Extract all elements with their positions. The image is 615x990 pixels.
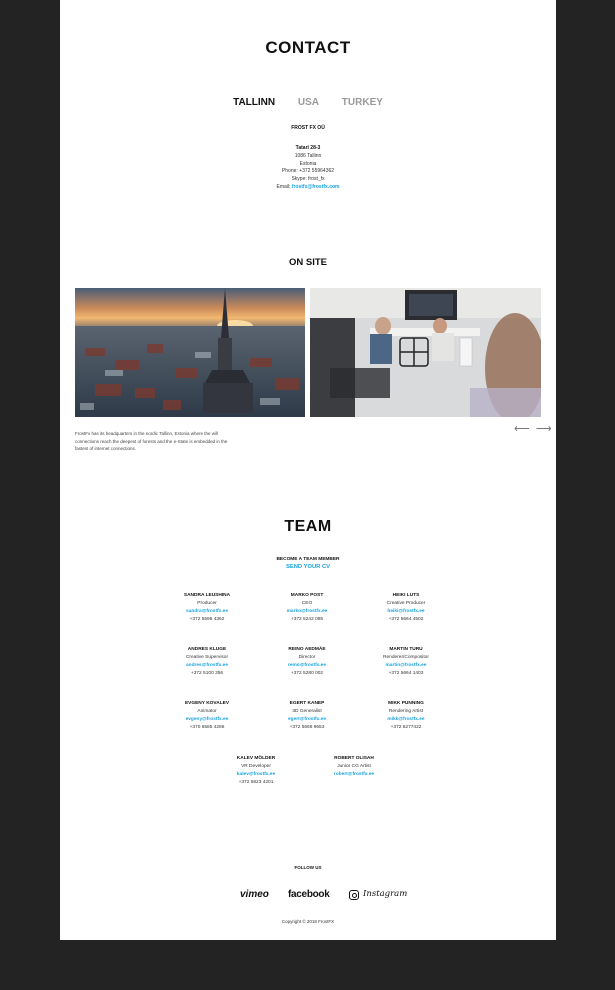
page [60, 0, 556, 940]
team-member [294, 755, 414, 779]
facebook-logo[interactable]: facebook [288, 889, 330, 900]
company-name: FROST FX OÜ [291, 125, 325, 131]
member-phone: +372 5280 002 [290, 671, 324, 676]
member-name: EVGENY KOVALEV [184, 701, 230, 706]
contact-email-link[interactable]: frostfx@frostfx.com [291, 183, 340, 190]
instagram-label: Instagram [363, 889, 408, 899]
instagram-link[interactable] [349, 889, 429, 901]
instagram-icon [349, 890, 359, 900]
office-image [310, 288, 541, 417]
office-photo [310, 288, 541, 417]
member-role: Creative Supervisor [185, 655, 229, 660]
member-email[interactable]: robert@frostfx.ee [333, 772, 375, 777]
member-role: Director [298, 655, 316, 660]
member-name: REINO AEDMÄE [288, 647, 326, 652]
member-email[interactable]: martin@frostfx.ee [385, 663, 427, 668]
member-phone: +372 5242 095 [290, 617, 324, 622]
member-name: HEIKI LUTS [392, 593, 420, 598]
member-phone: +372 5664 4502 [388, 617, 424, 622]
onsite-title: ON SITE [288, 257, 327, 268]
tab-turkey[interactable]: TURKEY [341, 97, 383, 108]
address-skype: Skype: frost_fx [291, 176, 325, 183]
send-cv-link[interactable]: SEND YOUR CV [285, 564, 331, 570]
tallinn-city-photo [75, 288, 305, 417]
office-tabs [60, 97, 556, 108]
address-email-row [60, 184, 556, 192]
tallinn-city-image [75, 288, 305, 417]
member-email[interactable]: sandra@frostfx.ee [185, 609, 228, 614]
team-member [346, 592, 466, 624]
copyright: Copyright © 2018 FrostFX [281, 919, 335, 924]
team-title: TEAM [284, 518, 332, 535]
member-name: KALEV MÖLDER [236, 756, 276, 761]
member-role: Creative Producer [386, 601, 426, 606]
member-name: EGERT KANEP [289, 701, 325, 706]
member-role: 3D Generalist [292, 709, 322, 714]
member-name: MARKO POST [290, 593, 324, 598]
onsite-description: FrostFx has its headquarters in the nordic Tallinn, Estonia where the will connections reach the deepest of forests and the e-State is embedded in the fastest of internet connections. [75, 431, 228, 452]
member-phone: +372 5277422 [390, 725, 422, 730]
address-block [60, 145, 556, 192]
become-member-label: BECOME A TEAM MEMBER [276, 557, 340, 562]
contact-title: CONTACT [265, 38, 351, 57]
member-role: Junior CG Artist [337, 764, 371, 769]
member-email[interactable]: egert@frostfx.ee [287, 717, 326, 722]
member-phone: +372 5664 1403 [388, 671, 424, 676]
address-country: Estonia [299, 160, 317, 167]
member-name: ANDRES KLUGE [187, 647, 227, 652]
team-member [346, 646, 466, 678]
member-name: ROBERT OLISAH [334, 756, 374, 761]
member-role: Animator [197, 709, 217, 714]
follow-us-label: FOLLOW US [294, 865, 322, 870]
address-city: 1086 Tallinn [294, 152, 322, 159]
member-email[interactable]: mikk@frostfx.ee [387, 717, 425, 722]
vimeo-logo[interactable]: vimeo [240, 889, 269, 900]
member-email[interactable]: marko@frostfx.ee [286, 609, 328, 614]
address-phone: Phone: +372 55964362 [281, 168, 335, 175]
member-role: Rendering Artist [388, 709, 424, 714]
member-role: Renderer/Compositor [383, 655, 429, 660]
slider-arrows [511, 422, 552, 435]
member-phone: +372 5823 4201 [238, 780, 274, 785]
member-email[interactable]: kalev@frostfx.ee [236, 772, 276, 777]
member-email[interactable]: reino@frostfx.ee [288, 663, 326, 668]
arrow-right-icon[interactable]: ⟶ [535, 423, 552, 435]
member-name: MARTIN TURU [389, 647, 423, 652]
member-role: Producer [197, 601, 217, 606]
member-phone: +370 6585 4286 [189, 725, 225, 730]
email-label: Email: [276, 183, 291, 190]
tab-tallinn[interactable]: TALLINN [233, 97, 276, 108]
member-role: CEO [301, 601, 313, 606]
member-phone: +372 5596 4362 [189, 617, 225, 622]
member-email[interactable]: evgeny@frostfx.ee [185, 717, 229, 722]
address-street: Tatari 28-3 [295, 145, 321, 151]
member-phone: +372 5100 356 [190, 671, 224, 676]
member-name: MIKK PUNNING [388, 701, 424, 706]
member-email[interactable]: heiki@frostfx.ee [387, 609, 425, 614]
tab-usa[interactable]: USA [297, 97, 320, 108]
member-phone: +372 5668 9653 [289, 725, 325, 730]
member-email[interactable]: andres@frostfx.ee [185, 663, 228, 668]
arrow-left-icon[interactable]: ⟵ [514, 423, 530, 435]
team-member [346, 700, 466, 732]
member-role: VR Developer [241, 764, 271, 769]
member-name: SANDRA LEUSHINA [183, 593, 231, 598]
